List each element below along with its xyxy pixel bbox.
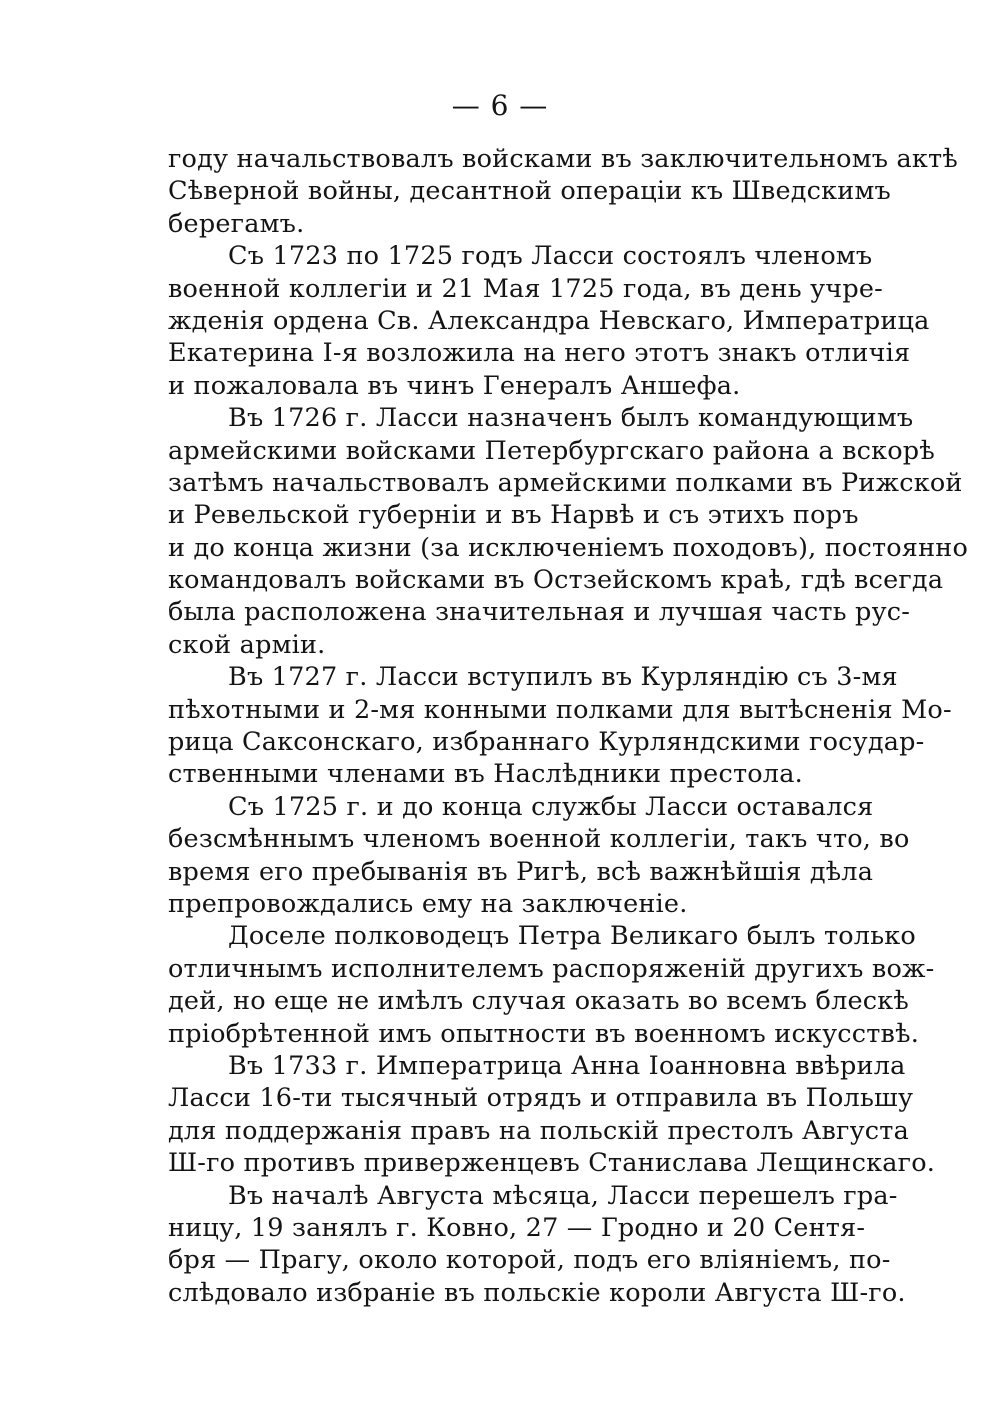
paragraph-first-line: Въ 1726 г. Ласси назначенъ былъ командующимъ <box>228 403 914 434</box>
text-line: была расположена значительная и лучшая часть рус- <box>168 597 911 628</box>
text-line: военной коллегіи и 21 Мая 1725 года, въ день учре- <box>168 273 883 304</box>
text-line: безсмѣннымъ членомъ военной коллегіи, такъ что, во <box>168 824 910 855</box>
text-line: препровождались ему на заключеніе. <box>168 888 688 919</box>
paragraph-first-line: Въ 1733 г. Императрица Анна Іоанновна ввѣрила <box>228 1050 906 1081</box>
text-line: Ш-го противъ приверженцевъ Станислава Лещинскаго. <box>168 1148 936 1179</box>
text-line: Сѣверной войны, десантной операціи къ Шведскимъ <box>168 176 891 207</box>
page-body-text <box>168 143 969 1309</box>
text-line: Ласси 16-ти тысячный отрядъ и отправила въ Польшу <box>168 1083 914 1114</box>
paragraph-first-line: Съ 1725 г. и до конца службы Ласси оставался <box>228 791 874 822</box>
page-number: — 6 — <box>451 89 549 122</box>
text-line: и Ревельской губерніи и въ Нарвѣ и съ этихъ поръ <box>168 500 859 531</box>
text-line: и до конца жизни (за исключеніемъ походовъ), постоянно <box>168 532 969 563</box>
text-line: пріобрѣтенной имъ опытности въ военномъ искусствѣ. <box>168 1018 919 1049</box>
text-line: для поддержанія правъ на польскій престолъ Августа <box>168 1115 909 1146</box>
text-line: рица Саксонскаго, избраннаго Курляндскими государ- <box>168 727 925 758</box>
text-line: берегамъ. <box>168 208 305 239</box>
text-line: Екатерина I-я возложила на него этотъ знакъ отличія <box>168 338 911 369</box>
text-line: затѣмъ начальствовалъ армейскими полками въ Рижской <box>168 467 963 498</box>
text-line: году начальствовалъ войсками въ заключительномъ актѣ <box>168 144 958 174</box>
paragraph-first-line: Съ 1723 по 1725 годъ Ласси состоялъ членомъ <box>228 241 873 272</box>
text-line: отличнымъ исполнителемъ распоряженій другихъ вож- <box>168 953 935 984</box>
paragraph-first-line: Въ 1727 г. Ласси вступилъ въ Курляндію съ 3-мя <box>228 662 898 693</box>
text-line: бря — Прагу, около которой, подъ его вліяніемъ, по- <box>168 1245 891 1276</box>
text-line: слѣдовало избраніе въ польскіе короли Августа Ш-го. <box>168 1277 906 1308</box>
text-line: ственными членами въ Наслѣдники престола. <box>168 759 803 790</box>
text-line: и пожаловала въ чинъ Генералъ Аншефа. <box>168 370 741 401</box>
text-line: жденія ордена Св. Александра Невскаго, Императрица <box>168 305 930 336</box>
text-line: дей, но еще не имѣлъ случая оказать во всемъ блескѣ <box>168 986 909 1017</box>
text-line: командовалъ войсками въ Остзейскомъ краѣ, гдѣ всегда <box>168 565 944 596</box>
text-line: пѣхотными и 2-мя конными полками для вытѣсненія Мо- <box>168 694 952 725</box>
text-line: время его пребыванія въ Ригѣ, всѣ важнѣйшія дѣла <box>168 856 874 887</box>
text-line: ской арміи. <box>168 629 326 660</box>
paragraph-first-line: Въ началѣ Августа мѣсяца, Ласси перешелъ гра- <box>228 1180 898 1211</box>
text-line: армейскими войсками Петербургскаго района а вскорѣ <box>168 435 935 466</box>
text-line: ницу, 19 занялъ г. Ковно, 27 — Гродно и 20 Сентя- <box>168 1212 866 1243</box>
paragraph-first-line: Доселе полководецъ Петра Великаго былъ только <box>228 921 916 952</box>
